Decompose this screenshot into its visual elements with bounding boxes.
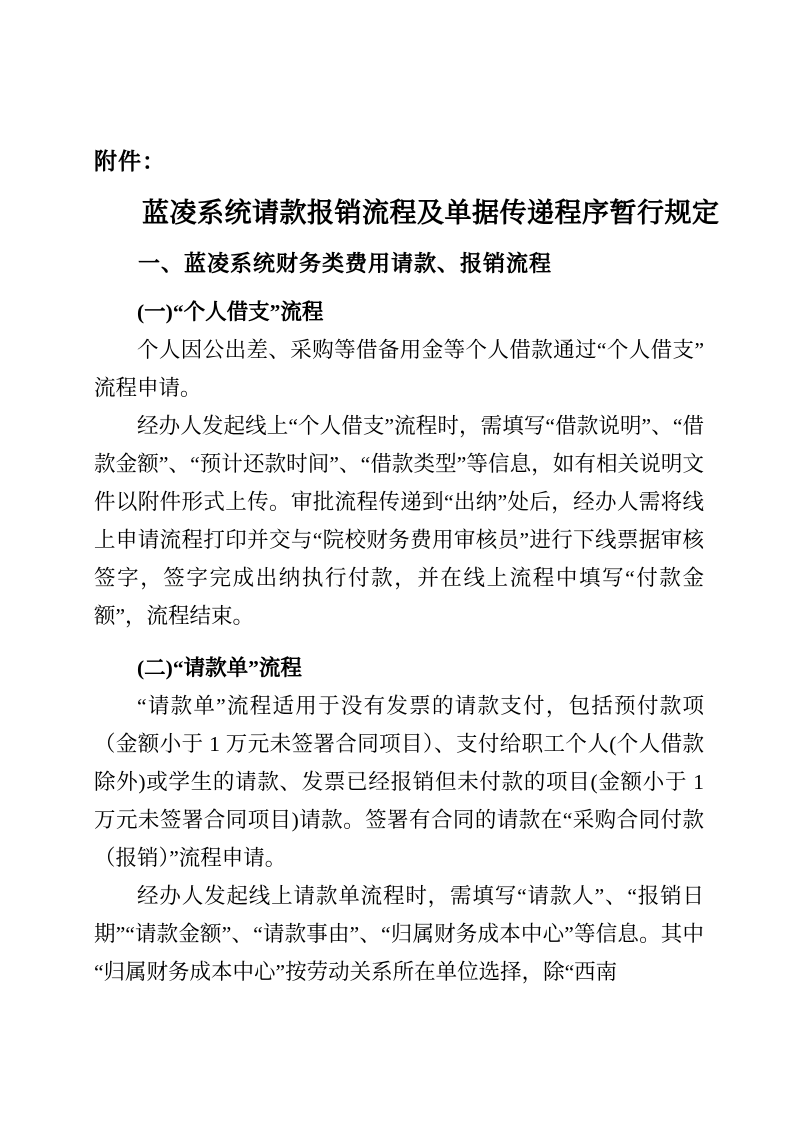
attachment-label: 附件：	[94, 148, 166, 174]
body-paragraph: 经办人发起线上请款单流程时，需填写“请款人”、“报销日期”“请款金额”、“请款事由”、“归属财务成本中心”等信息。其中“归属财务成本中心”按劳动关系所在单位选择，除“西南	[94, 884, 704, 984]
body-paragraph: 个人因公出差、采购等借备用金等个人借款通过“个人借支”流程申请。	[94, 338, 704, 400]
section-heading: 一、蓝凌系统财务类费用请款、报销流程	[138, 251, 553, 276]
body-paragraph: “请款单”流程适用于没有发票的请款支付，包括预付款项（金额小于 1 万元未签署合同项目）、支付给职工个人(个人借款除外)或学生的请款、发票已经报销但未付款的项目(金额小于 1 万元未签署合同项目)请款。签署有合同的请款在“采购合同付款 （报销）”流程申请。	[94, 694, 704, 870]
sub-heading: (一)“个人借支”流程	[137, 300, 324, 324]
document-title: 蓝凌系统请款报销流程及单据传递程序暂行规定	[142, 198, 720, 228]
document-content	[94, 146, 720, 991]
body-paragraph: 经办人发起线上“个人借支”流程时，需填写“借款说明”、“借款金额”、“预计还款时间”、“借款类型”等信息，如有相关说明文件以附件形式上传。审批流程传递到“出纳”处后，经办人需将线上申请流程打印并交与“院校财务费用审核员”进行下线票据审核签字，签字完成出纳执行付款，并在线上流程中填写“付款金额”，流程结束。	[94, 414, 704, 628]
sub-heading: (二)“请款单”流程	[137, 656, 302, 680]
